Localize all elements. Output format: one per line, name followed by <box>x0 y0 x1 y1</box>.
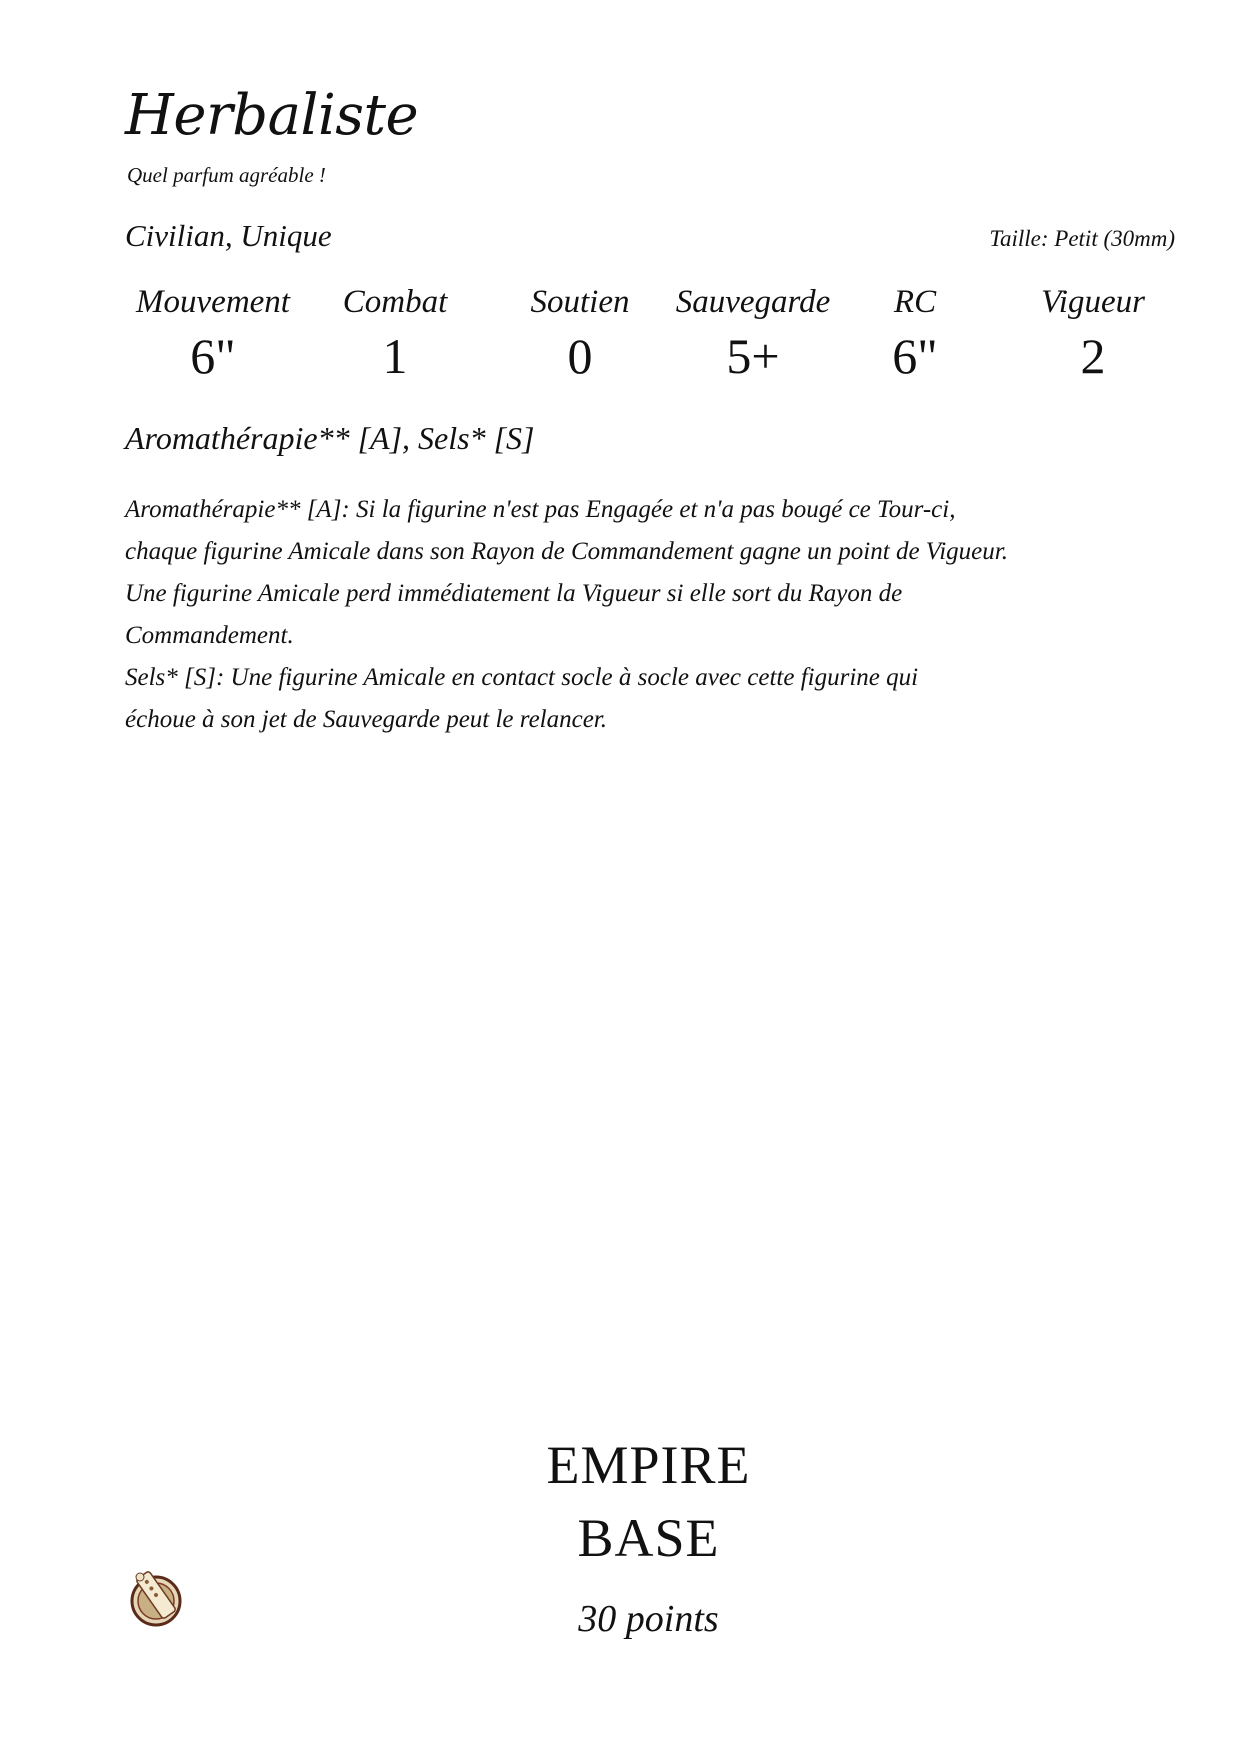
unit-title: Herbaliste <box>125 83 419 148</box>
ability-rules <box>125 489 1145 741</box>
stat-label: Soutien <box>530 284 630 320</box>
stat-value: 6" <box>892 328 938 384</box>
stat-value: 5+ <box>726 328 780 384</box>
abilities-summary: Aromathérapie** [A], Sels* [S] <box>125 420 535 456</box>
stat-label: Vigueur <box>1041 284 1145 320</box>
stat-value: 1 <box>382 328 408 384</box>
stat-label: Mouvement <box>136 284 290 320</box>
stat-label: Combat <box>342 284 448 320</box>
stat-value: 2 <box>1080 328 1106 384</box>
stat-movement <box>120 282 306 388</box>
rule-line: Une figurine Amicale perd immédiatement la Vigueur si elle sort du Rayon de <box>125 580 903 607</box>
faction-name: EMPIRE <box>546 1435 751 1495</box>
flavor-text: Quel parfum agréable ! <box>127 163 326 187</box>
stat-save <box>648 282 858 388</box>
stat-label: RC <box>893 284 937 320</box>
points-cost: 30 points <box>578 1598 719 1640</box>
stat-vigor <box>1008 282 1178 388</box>
stat-combat <box>320 282 470 388</box>
stat-block <box>120 282 1160 392</box>
stat-value: 0 <box>567 328 593 384</box>
rule-line: Sels* [S]: Une figurine Amicale en contact socle à socle avec cette figurine qui <box>125 664 919 691</box>
unit-size: Taille: Petit (30mm) <box>989 226 1175 251</box>
rule-line: échoue à son jet de Sauvegarde peut le relancer. <box>125 706 608 733</box>
rule-line: Aromathérapie** [A]: Si la figurine n'est pas Engagée et n'a pas bougé ce Tour-ci, <box>125 496 956 523</box>
rule-line: chaque figurine Amicale dans son Rayon de Commandement gagne un point de Vigueur. <box>125 538 1008 565</box>
rule-line: Commandement. <box>125 622 294 649</box>
faction-subtype: BASE <box>577 1508 720 1568</box>
stat-support <box>505 282 655 388</box>
unit-keywords: Civilian, Unique <box>125 218 332 253</box>
stat-value: 6" <box>190 328 236 384</box>
stat-command-range <box>855 282 975 388</box>
stat-label: Sauvegarde <box>675 284 831 320</box>
